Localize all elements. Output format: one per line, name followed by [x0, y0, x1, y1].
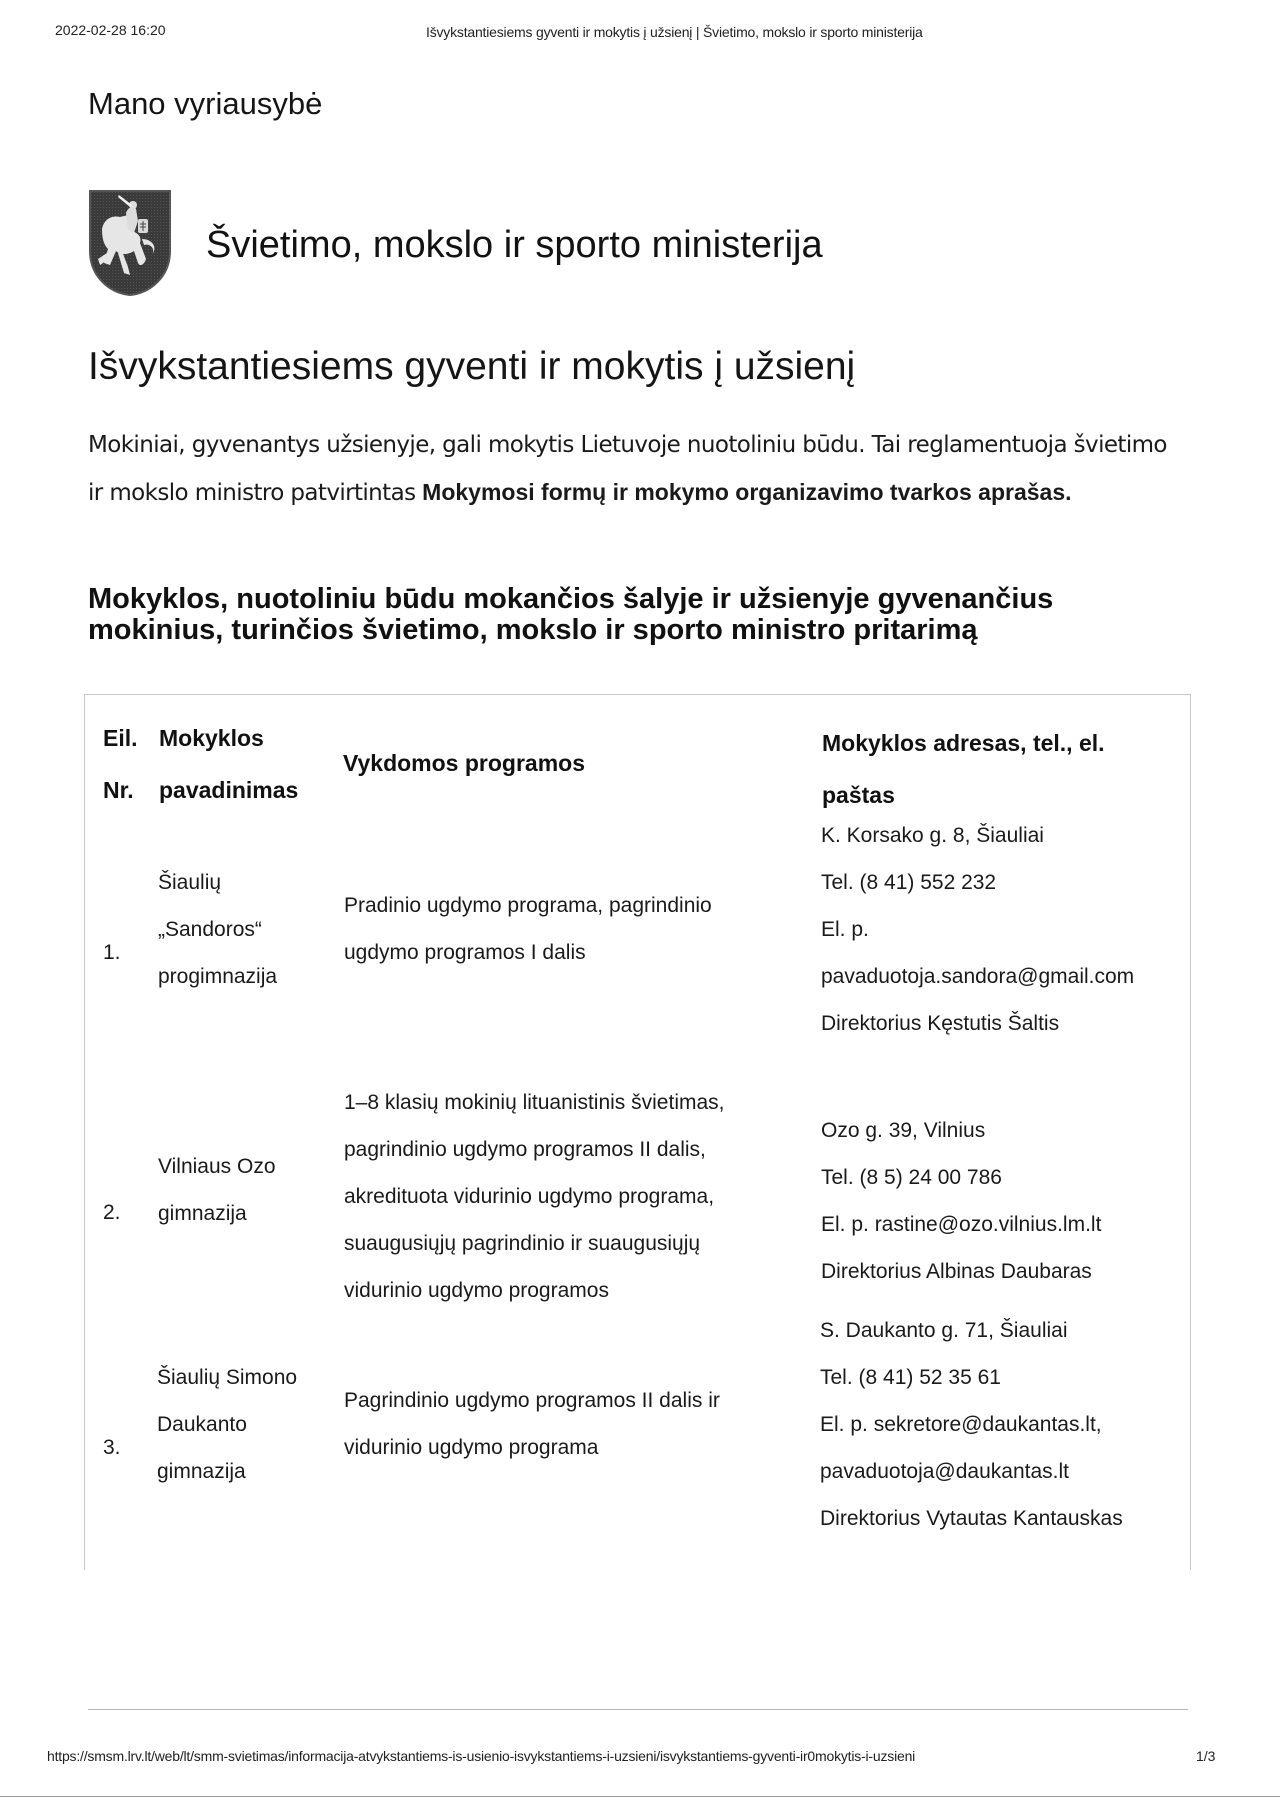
page-indicator: 1/3	[1196, 1748, 1216, 1764]
program-line: ugdymo programos I dalis	[344, 941, 586, 964]
print-datetime: 2022-02-28 16:20	[55, 22, 166, 38]
phone[interactable]: Tel. (8 5) 24 00 786	[821, 1166, 1002, 1189]
address: S. Daukanto g. 71, Šiauliai	[820, 1319, 1068, 1342]
school-contacts	[821, 812, 1134, 1047]
header-nr-line: Eil.	[103, 725, 138, 751]
school-name-line: „Sandoros“	[158, 918, 262, 941]
email-link[interactable]: pavaduotoja@daukantas.lt	[820, 1460, 1069, 1483]
header-name-line: pavadinimas	[159, 777, 299, 803]
header-contacts-line: Mokyklos adresas, tel., el.	[822, 730, 1105, 756]
header-school-name	[159, 712, 298, 816]
school-programs	[344, 882, 712, 976]
section-title: Mokyklos, nuotoliniu būdu mokančios šalyje ir užsienyje gyvenančius mokinius, turinčios švietimo, mokslo ir sporto ministro pritarimą	[88, 583, 1054, 646]
email-link[interactable]: El. p. sekretore@daukantas.lt,	[820, 1413, 1102, 1436]
school-name	[158, 859, 277, 1000]
row-number: 3.	[103, 1436, 121, 1459]
school-contacts	[820, 1307, 1123, 1542]
print-url: https://smsm.lrv.lt/web/lt/smm-svietimas/informacija-atvykstantiems-is-usienio-isvykstantiems-i-uzsieni/isvykstantiems-gyventi-ir0mokytis-i-uzsieni	[47, 1748, 916, 1764]
school-name-line: gimnazija	[158, 1202, 247, 1225]
school-name-line: Šiaulių	[158, 871, 222, 894]
header-name-line: Mokyklos	[159, 725, 264, 751]
ministry-header[interactable]	[88, 186, 1088, 296]
school-contacts	[821, 1107, 1101, 1295]
email-link[interactable]: El. p. rastine@ozo.vilnius.lm.lt	[821, 1213, 1102, 1236]
director: Direktorius Kęstutis Šaltis	[821, 1012, 1060, 1035]
school-name-line: Vilniaus Ozo	[158, 1155, 276, 1178]
school-name-line: Šiaulių Simono	[157, 1366, 298, 1389]
program-line: vidurinio ugdymo programa	[344, 1436, 599, 1459]
header-programs: Vykdomos programos	[343, 750, 585, 776]
school-name-line: gimnazija	[157, 1460, 246, 1483]
school-programs	[344, 1377, 720, 1471]
row-number: 1.	[103, 941, 121, 964]
page-bottom-edge	[0, 1796, 1280, 1797]
program-line: 1–8 klasių mokinių lituanistinis švietimas,	[344, 1091, 725, 1114]
address: K. Korsako g. 8, Šiauliai	[821, 824, 1044, 847]
school-name-line: progimnazija	[158, 965, 278, 988]
program-line: Pagrindinio ugdymo programos II dalis ir	[344, 1389, 720, 1412]
program-line: suaugusiųjų pagrindinio ir suaugusiųjų	[344, 1232, 701, 1255]
page-divider	[88, 1709, 1188, 1710]
intro-text: Mokiniai, gyvenantys užsienyje, gali mokytis Lietuvoje nuotoliniu būdu. Tai reglamentuoja švietimo ir mokslo ministro patvirtintas	[88, 432, 1167, 506]
school-name	[157, 1354, 297, 1495]
school-name-line: Daukanto	[157, 1413, 247, 1436]
program-line: vidurinio ugdymo programos	[344, 1279, 609, 1302]
site-name-link[interactable]: Mano vyriausybė	[88, 86, 323, 121]
email-label: El. p.	[821, 918, 869, 941]
header-nr-line: Nr.	[103, 777, 134, 803]
phone[interactable]: Tel. (8 41) 552 232	[821, 871, 997, 894]
ministry-name: Švietimo, mokslo ir sporto ministerija	[206, 224, 823, 266]
schools-table	[84, 694, 1191, 1570]
email-link[interactable]: pavaduotoja.sandora@gmail.com	[821, 965, 1135, 988]
director: Direktorius Albinas Daubaras	[821, 1260, 1092, 1283]
program-line: pagrindinio ugdymo programos II dalis,	[344, 1138, 706, 1161]
coat-of-arms-icon	[88, 189, 172, 297]
header-nr	[103, 712, 138, 816]
print-header	[0, 22, 1280, 42]
director: Direktorius Vytautas Kantauskas	[820, 1507, 1123, 1530]
header-contacts-line: paštas	[822, 782, 895, 808]
print-document-title: Išvykstantiesiems gyventi ir mokytis į užsienį | Švietimo, mokslo ir sporto ministerija	[426, 24, 923, 40]
school-programs	[344, 1079, 725, 1314]
phone[interactable]: Tel. (8 41) 52 35 61	[820, 1366, 1001, 1389]
header-contacts	[822, 717, 1105, 821]
regulation-link[interactable]: Mokymosi formų ir mokymo organizavimo tvarkos aprašas.	[422, 479, 1072, 505]
row-number: 2.	[103, 1201, 121, 1224]
address: Ozo g. 39, Vilnius	[821, 1119, 986, 1142]
program-line: akredituota vidurinio ugdymo programa,	[344, 1185, 715, 1208]
page-title: Išvykstantiesiems gyventi ir mokytis į užsienį	[88, 345, 856, 388]
school-name	[158, 1143, 276, 1237]
intro-paragraph	[88, 422, 1168, 517]
program-line: Pradinio ugdymo programa, pagrindinio	[344, 894, 712, 917]
